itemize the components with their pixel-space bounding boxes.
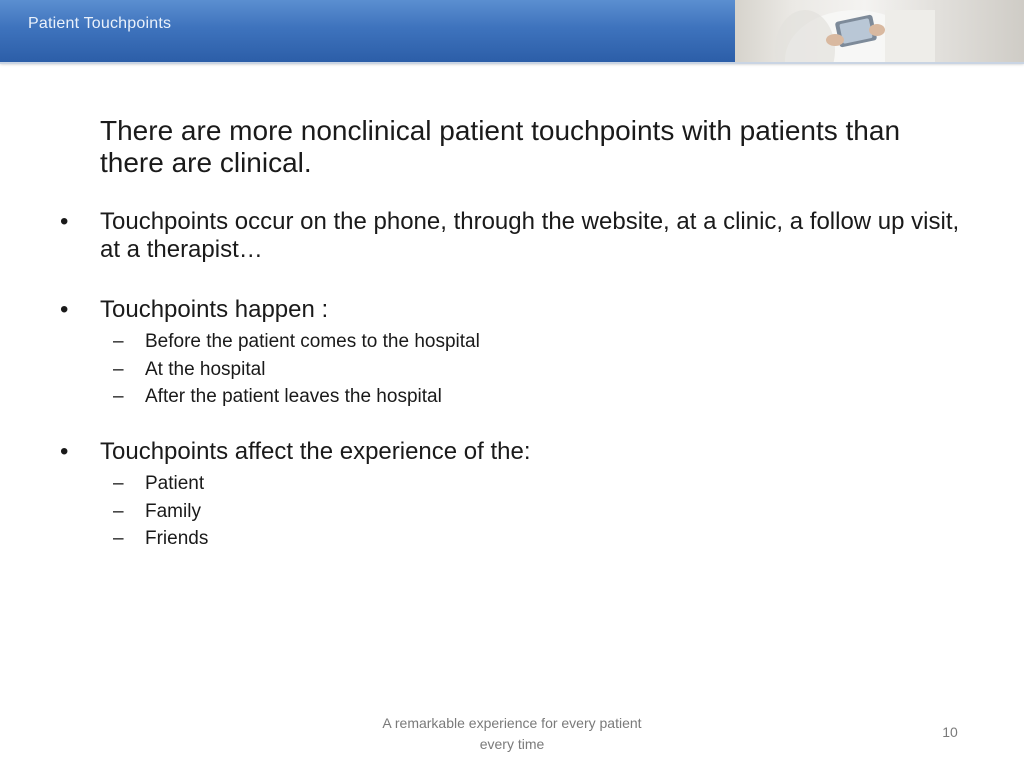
sub-item-text: At the hospital bbox=[145, 358, 266, 380]
header-photo bbox=[735, 0, 1024, 62]
sub-marker: – bbox=[113, 500, 124, 522]
sub-list-item bbox=[0, 470, 1024, 498]
sub-list-item bbox=[0, 328, 1024, 356]
bullet-marker: • bbox=[60, 208, 69, 235]
slide-section-title: Patient Touchpoints bbox=[28, 15, 172, 32]
bullet-text: Touchpoints occur on the phone, through the website, at a clinic, a follow up visit, at a therapist… bbox=[100, 208, 960, 263]
footer-line: every time bbox=[479, 736, 545, 752]
slide-header bbox=[0, 0, 1024, 62]
sub-list-item bbox=[0, 525, 1024, 553]
sub-list-item bbox=[0, 356, 1024, 384]
bullet-list bbox=[0, 208, 1024, 553]
sub-item-text: Family bbox=[145, 500, 201, 522]
bullet-item bbox=[0, 296, 1024, 438]
footer-line: A remarkable experience for every patient bbox=[382, 715, 642, 731]
bullet-text: Touchpoints affect the experience of the: bbox=[100, 438, 531, 465]
sub-list-item bbox=[0, 383, 1024, 411]
bullet-item bbox=[0, 208, 1024, 296]
bullet-marker: • bbox=[60, 296, 69, 323]
page-number: 10 bbox=[942, 724, 958, 740]
sub-marker: – bbox=[113, 473, 124, 494]
bullet-text: Touchpoints happen : bbox=[100, 296, 329, 323]
sub-item-text: After the patient leaves the hospital bbox=[145, 386, 442, 407]
slide-footer-tagline bbox=[350, 713, 674, 755]
sub-marker: – bbox=[113, 358, 124, 380]
bullet-marker: • bbox=[60, 438, 69, 465]
sub-list-item bbox=[0, 498, 1024, 526]
sub-marker: – bbox=[113, 386, 124, 407]
intro-statement: There are more nonclinical patient touchpoints with patients than there are clinical. bbox=[100, 115, 901, 178]
person-with-tablet-photo bbox=[775, 0, 935, 62]
sub-item-text: Patient bbox=[145, 473, 205, 494]
sub-marker: – bbox=[113, 528, 124, 549]
header-divider bbox=[0, 62, 1024, 64]
sub-list bbox=[0, 470, 1024, 553]
sub-marker: – bbox=[113, 331, 124, 352]
sub-list bbox=[0, 328, 1024, 411]
bullet-item bbox=[0, 438, 1024, 553]
sub-item-text: Friends bbox=[145, 528, 209, 549]
sub-item-text: Before the patient comes to the hospital bbox=[145, 331, 480, 352]
